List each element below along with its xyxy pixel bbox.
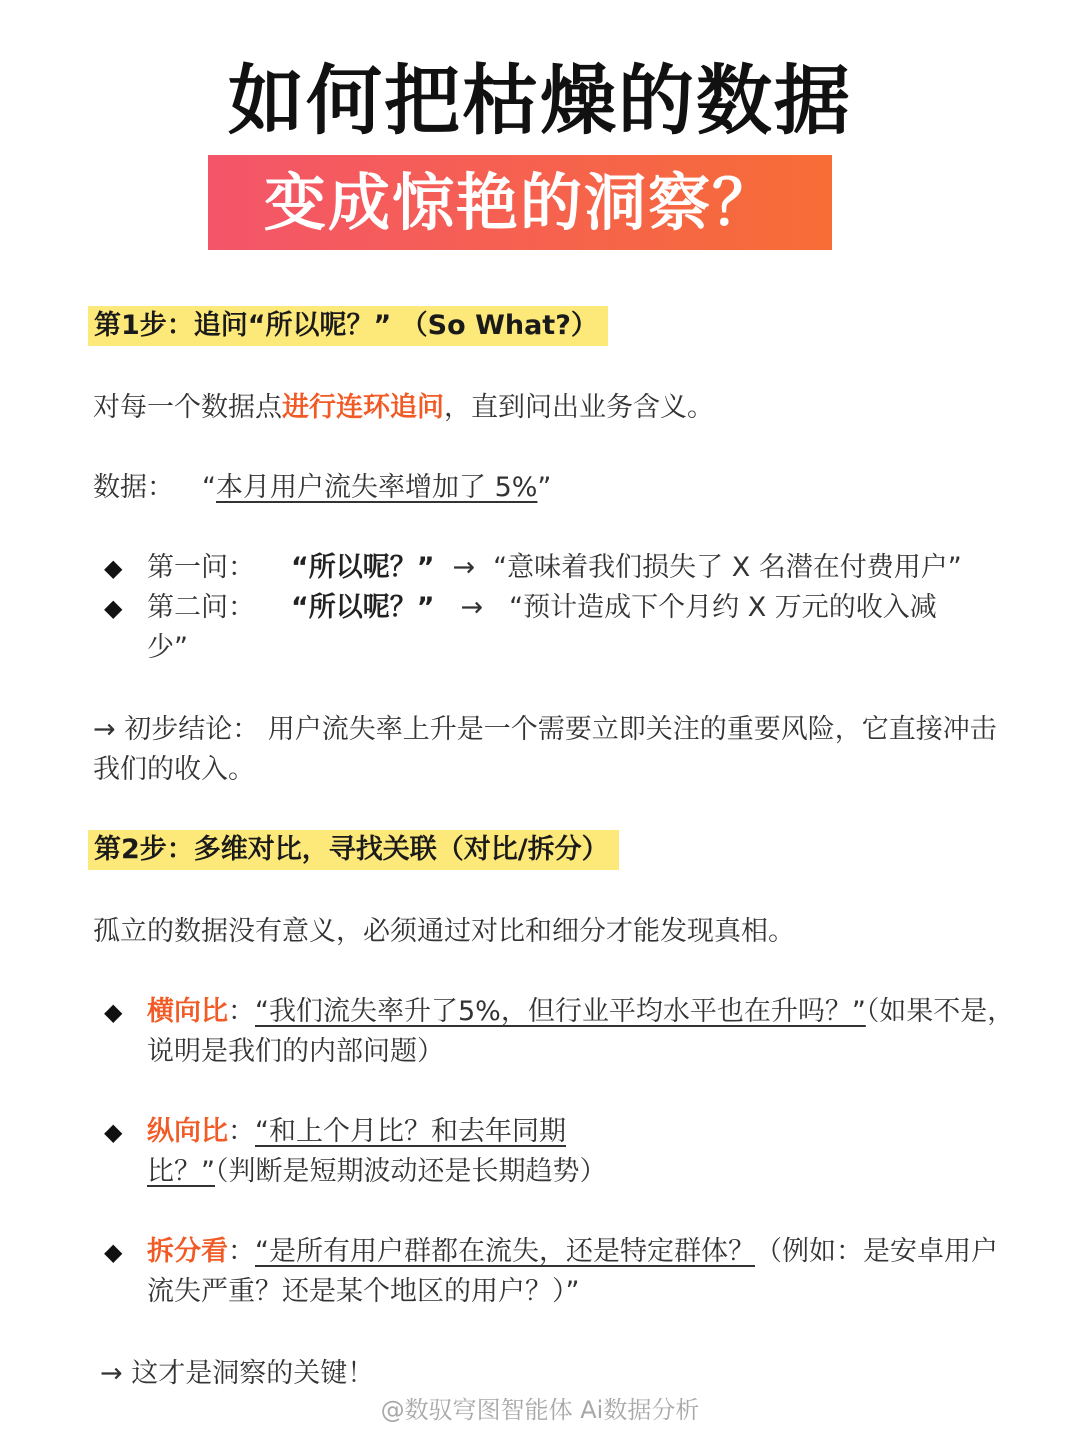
q2-answer: “预计造成下个月约 X 万元的收入减少” bbox=[147, 592, 937, 663]
diamond-bullet-icon: ◆ bbox=[104, 1238, 123, 1266]
arrow-icon: → bbox=[460, 592, 484, 623]
data-label: 数据： bbox=[93, 472, 174, 503]
item-note: （判断是短期波动还是长期趋势） bbox=[215, 1156, 607, 1187]
item-colon: ： bbox=[228, 1116, 255, 1147]
step1-intro-highlight: 进行连环追问 bbox=[282, 392, 444, 423]
step1-intro-prefix: 对每一个数据点 bbox=[93, 392, 282, 423]
diamond-bullet-icon: ◆ bbox=[104, 998, 123, 1026]
arrow-icon: → bbox=[452, 552, 476, 583]
step1-intro bbox=[93, 388, 714, 428]
diamond-bullet-icon: ◆ bbox=[104, 1118, 123, 1146]
q1-question: “所以呢？” bbox=[291, 552, 435, 583]
diamond-bullet-icon: ◆ bbox=[104, 554, 123, 582]
step2-intro: 孤立的数据没有意义，必须通过对比和细分才能发现真相。 bbox=[93, 916, 795, 947]
step1-heading: 第1步：追问“所以呢？” （So What?） bbox=[88, 306, 608, 346]
q1-label: 第一问： bbox=[147, 552, 255, 583]
data-close-quote: ” bbox=[537, 472, 552, 503]
item-colon: ： bbox=[228, 996, 255, 1027]
watermark: @数驭穹图智能体 Ai数据分析 bbox=[380, 1396, 700, 1424]
question-2 bbox=[147, 588, 967, 668]
page-subtitle: 变成惊艳的洞察？ bbox=[263, 166, 776, 239]
item-note: （如果不是，说明是我们的内部问题） bbox=[147, 996, 1015, 1067]
item-label: 拆分看 bbox=[147, 1236, 228, 1267]
step2-heading: 第2步：多维对比，寻找关联（对比/拆分） bbox=[88, 830, 619, 870]
comparison-horizontal bbox=[147, 992, 1017, 1072]
step1-conclusion: → 初步结论： 用户流失率上升是一个需要立即关注的重要风险，它直接冲击我们的收入。 bbox=[93, 714, 997, 785]
closing-line: → 这才是洞察的关键！ bbox=[100, 1358, 375, 1389]
page-title: 如何把枯燥的数据 bbox=[228, 56, 852, 145]
q1-answer: “意味着我们损失了 X 名潜在付费用户” bbox=[493, 552, 962, 583]
q2-question: “所以呢？” bbox=[291, 592, 435, 623]
item-quote: “我们流失率升了5%，但行业平均水平也在升吗？” bbox=[255, 996, 866, 1027]
q2-label: 第二问： bbox=[147, 592, 255, 623]
item-note: （例如：是安卓用户流失严重？还是某个地区的用户？）” bbox=[147, 1236, 998, 1307]
comparison-vertical bbox=[147, 1112, 1017, 1192]
title-banner bbox=[208, 155, 832, 250]
data-value: 本月用户流失率增加了 5% bbox=[216, 472, 538, 503]
item-quote: “是所有用户群都在流失，还是特定群体？ bbox=[255, 1236, 755, 1267]
data-open-quote: “ bbox=[202, 472, 216, 503]
diamond-bullet-icon: ◆ bbox=[104, 594, 123, 622]
item-label: 纵向比 bbox=[147, 1116, 228, 1147]
step1-data-line bbox=[93, 468, 551, 508]
question-1 bbox=[147, 548, 1017, 588]
comparison-breakdown bbox=[147, 1232, 1017, 1312]
item-label: 横向比 bbox=[147, 996, 228, 1027]
item-quote: “和上个月比？和去年同期比？” bbox=[147, 1116, 566, 1187]
step1-intro-suffix: ，直到问出业务含义。 bbox=[444, 392, 714, 423]
item-colon: ： bbox=[228, 1236, 255, 1267]
